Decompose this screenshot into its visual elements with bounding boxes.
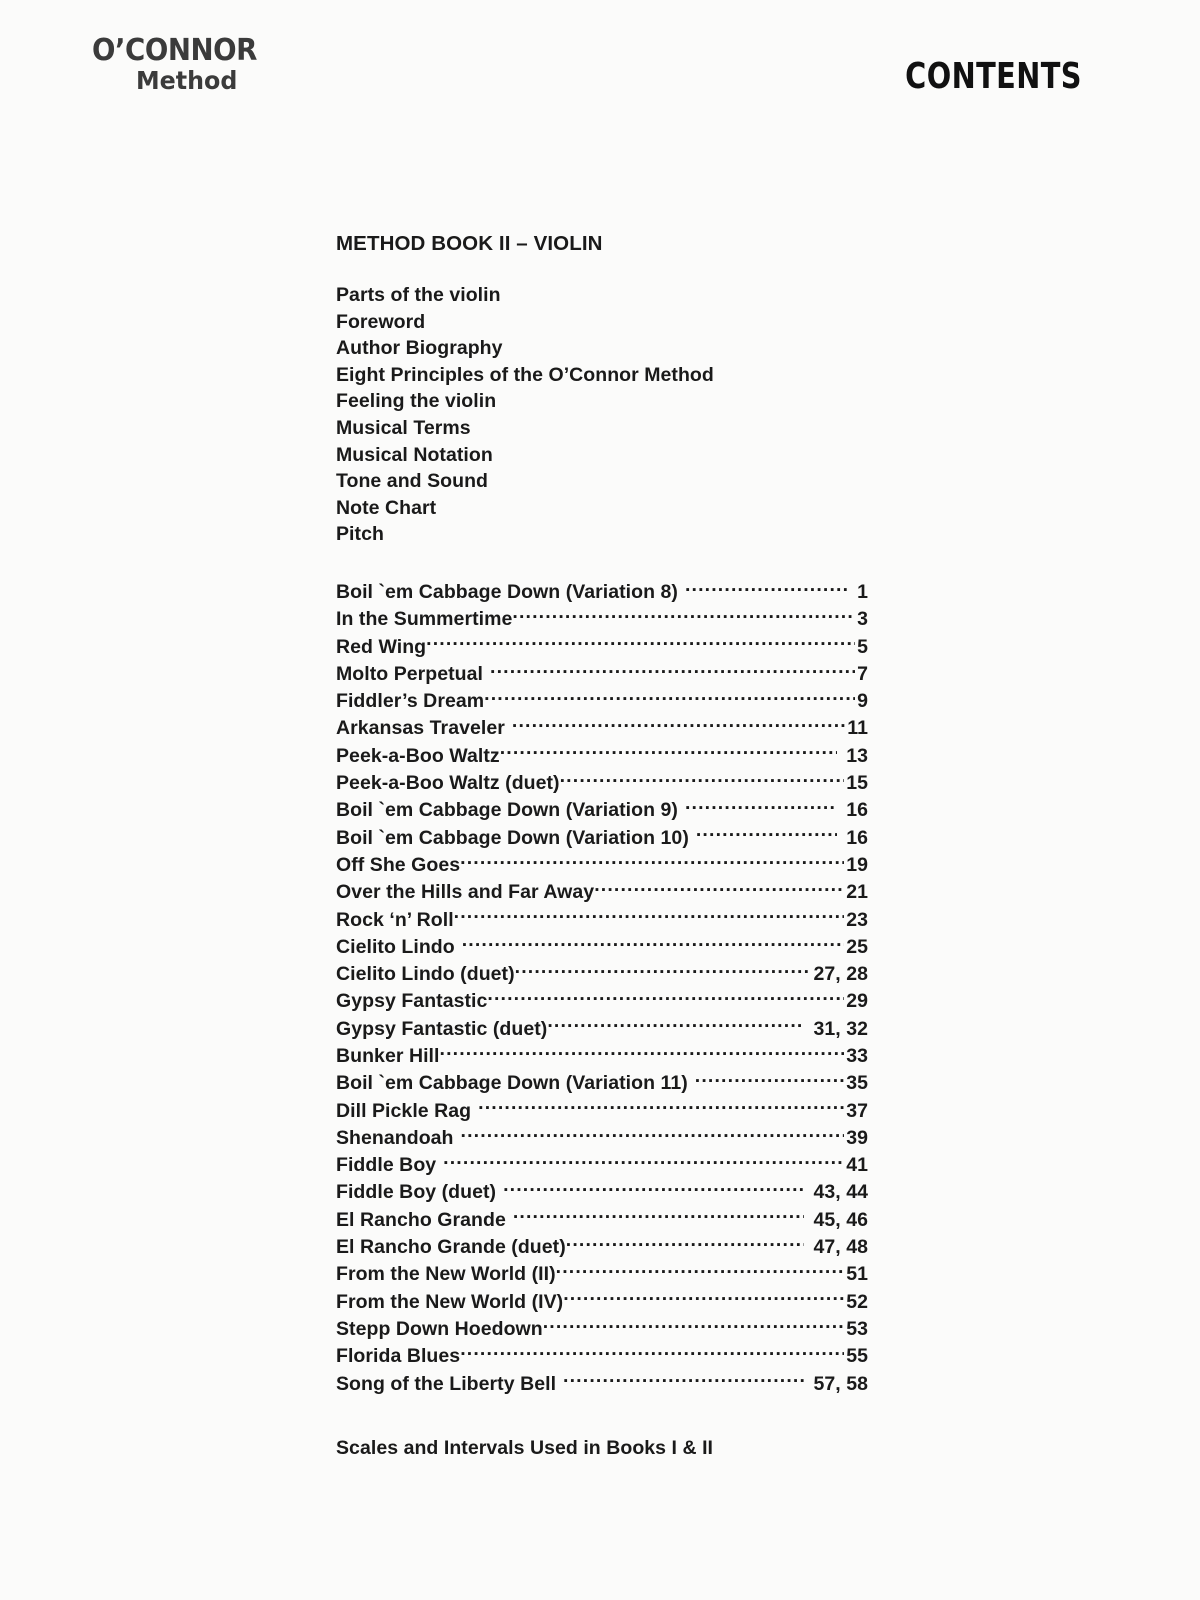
front-matter-label: Musical Terms [336,416,471,439]
toc-entry-page: 21 [846,881,868,904]
toc-entry[interactable] [336,578,868,605]
toc-entry[interactable] [336,1124,868,1151]
toc-entry[interactable] [336,742,868,769]
toc-entry-title: Dill Pickle Rag [336,1099,472,1122]
toc-entry-page: 16 [846,826,868,849]
front-matter-item [336,335,868,362]
toc-dot-leader [512,605,855,625]
toc-entry-page: 55 [846,1345,868,1368]
toc-entry-title: In the Summertime [336,608,513,631]
front-matter-label: Foreword [336,310,426,333]
toc-dot-leader [696,824,837,844]
toc-entry-title: El Rancho Grande [336,1208,506,1231]
toc-entry[interactable] [336,687,868,714]
toc-entry-page: 5 [857,635,868,658]
toc-entry-title: Song of the Liberty Bell [336,1372,557,1395]
toc-entry[interactable] [336,769,868,796]
toc-dot-leader [440,1042,845,1062]
toc-entry-page: 1 [857,580,868,603]
toc-entry[interactable] [336,960,868,987]
toc-entry[interactable] [336,1151,868,1178]
toc-entry-title: Gypsy Fantastic [336,990,488,1013]
toc-entry[interactable] [336,1260,868,1287]
front-matter-item [336,415,868,442]
toc-dot-leader [566,1233,805,1253]
toc-entry-title: Fiddle Boy [336,1154,437,1177]
toc-entry-page: 57, 58 [813,1372,868,1395]
toc-entry-page: 27, 28 [813,963,868,986]
toc-dot-leader [461,1124,845,1144]
toc-entry-page: 43, 44 [813,1181,868,1204]
footer-note: Scales and Intervals Used in Books I & II [336,1436,714,1459]
toc-entry-page: 45, 46 [813,1208,868,1231]
toc-entry[interactable] [336,1315,868,1342]
toc-entry[interactable] [336,1178,868,1205]
toc-entry-title: From the New World (II) [336,1263,556,1286]
toc-dot-leader [454,906,845,926]
toc-entry-title: Stepp Down Hoedown [336,1317,543,1340]
contents-column [336,232,868,1460]
toc-entry-page: 13 [846,744,868,767]
toc-entry-page: 37 [846,1099,868,1122]
toc-entry-title: Boil `em Cabbage Down (Variation 11) [336,1072,688,1095]
toc-dot-leader [503,1178,804,1198]
toc-dot-leader [478,1097,844,1117]
toc-entry[interactable] [336,633,868,660]
front-matter-label: Note Chart [336,496,437,519]
toc-entry[interactable] [336,1042,868,1069]
toc-entry[interactable] [336,1233,868,1260]
toc-dot-leader [594,878,844,898]
section-title: METHOD BOOK II – VIOLIN [336,232,603,255]
toc-dot-leader [512,714,845,734]
toc-entry-title: Cielito Lindo (duet) [336,963,515,986]
front-matter-label: Tone and Sound [336,470,488,493]
toc-dot-leader [487,987,844,1007]
toc-dot-leader [484,687,855,707]
toc-entry[interactable] [336,1288,868,1315]
brand-name-primary: O’CONNOR [92,33,257,68]
front-matter-item [336,309,868,336]
front-matter-item [336,521,868,548]
front-matter-item [336,388,868,415]
front-matter-label: Author Biography [336,337,503,360]
toc-entry[interactable] [336,605,868,632]
toc-entry-page: 29 [846,990,868,1013]
toc-entry-page: 31, 32 [813,1017,868,1040]
toc-entry-title: From the New World (IV) [336,1290,564,1313]
toc-dot-leader [695,1069,844,1089]
front-matter-label: Parts of the violin [336,284,501,306]
toc-entry-title: Fiddle Boy (duet) [336,1181,497,1204]
toc-dot-leader [460,1342,844,1362]
toc-entry-page: 7 [857,662,868,685]
toc-entry-title: Boil `em Cabbage Down (Variation 10) [336,826,689,849]
toc-dot-leader [556,1260,845,1280]
oconnor-method-logo [92,33,392,95]
toc-entry[interactable] [336,714,868,741]
toc-entry-title: Florida Blues [336,1345,461,1368]
toc-dot-leader [543,1315,844,1335]
toc-entry-page: 25 [846,935,868,958]
toc-entry[interactable] [336,796,868,823]
toc-entry[interactable] [336,1206,868,1233]
toc-dot-leader [443,1151,844,1171]
toc-dot-leader [426,633,855,653]
toc-dot-leader [515,960,812,980]
toc-dot-leader [685,796,837,816]
toc-entry-title: Bunker Hill [336,1044,440,1067]
toc-entry-page: 11 [847,717,868,740]
toc-entry-page: 52 [846,1290,868,1313]
front-matter-list [336,282,868,548]
toc-entry-page: 9 [857,690,868,713]
toc-dot-leader [462,933,844,953]
toc-entry-title: Peek-a-Boo Waltz (duet) [336,772,560,795]
toc-entry-title: Rock ‘n’ Roll [336,908,454,931]
toc-entry-title: Arkansas Traveler [336,717,505,740]
toc-dot-leader [563,1288,844,1308]
toc-entry[interactable] [336,906,868,933]
toc-entry[interactable] [336,1342,868,1369]
toc-dot-leader [490,660,855,680]
toc-dot-leader [685,578,848,598]
toc-entry-page: 47, 48 [813,1236,868,1259]
toc-entry-title: Shenandoah [336,1126,454,1149]
toc-dot-leader [560,769,845,789]
toc-entry[interactable] [336,1370,868,1397]
toc-entry-title: El Rancho Grande (duet) [336,1236,566,1259]
toc-entry[interactable] [336,1097,868,1124]
toc-entry[interactable] [336,878,868,905]
toc-entry-title: Cielito Lindo [336,935,455,958]
toc-entry[interactable] [336,933,868,960]
toc-entry-title: Off She Goes [336,853,461,876]
toc-entry-page: 53 [846,1317,868,1340]
toc-entry-page: 35 [846,1072,868,1095]
toc-entry-title: Boil `em Cabbage Down (Variation 9) [336,799,678,822]
front-matter-item [336,362,868,389]
toc-dot-leader [563,1370,804,1390]
front-matter-item [336,442,868,469]
toc-entry[interactable] [336,824,868,851]
toc-dot-leader [460,851,844,871]
front-matter-label: Eight Principles of the O’Connor Method [336,363,714,386]
toc-entry-page: 15 [846,772,868,795]
toc-entry[interactable] [336,1015,868,1042]
toc-entry-title: Peek-a-Boo Waltz [336,744,500,767]
toc-list [336,578,868,1397]
toc-dot-leader [547,1015,804,1035]
toc-entry-title: Boil `em Cabbage Down (Variation 8) [336,580,678,603]
toc-entry-title: Red Wing [336,635,427,658]
toc-entry-title: Molto Perpetual [336,662,484,685]
front-matter-item [336,468,868,495]
front-matter-label: Feeling the violin [336,390,497,413]
toc-entry-title: Gypsy Fantastic (duet) [336,1017,548,1040]
toc-entry-page: 23 [846,908,868,931]
toc-entry-page: 41 [846,1154,868,1177]
toc-entry-page: 39 [846,1126,868,1149]
toc-entry-page: 51 [846,1263,868,1286]
toc-entry-title: Fiddler’s Dream [336,690,485,713]
toc-entry-page: 33 [846,1044,868,1067]
toc-entry-title: Over the Hills and Far Away [336,881,595,904]
toc-entry-page: 16 [846,799,868,822]
front-matter-label: Musical Notation [336,443,493,466]
toc-dot-leader [500,742,838,762]
toc-entry-page: 19 [846,853,868,876]
toc-entry[interactable] [336,987,868,1014]
toc-entry-page: 3 [857,608,868,631]
toc-entry[interactable] [336,1069,868,1096]
toc-entry[interactable] [336,660,868,687]
page-title: CONTENTS [905,56,1082,97]
front-matter-item [336,495,868,522]
toc-entry[interactable] [336,851,868,878]
front-matter-label: Pitch [336,523,384,546]
brand-name-secondary: Method [136,66,238,95]
front-matter-item [336,282,868,309]
toc-dot-leader [513,1206,805,1226]
